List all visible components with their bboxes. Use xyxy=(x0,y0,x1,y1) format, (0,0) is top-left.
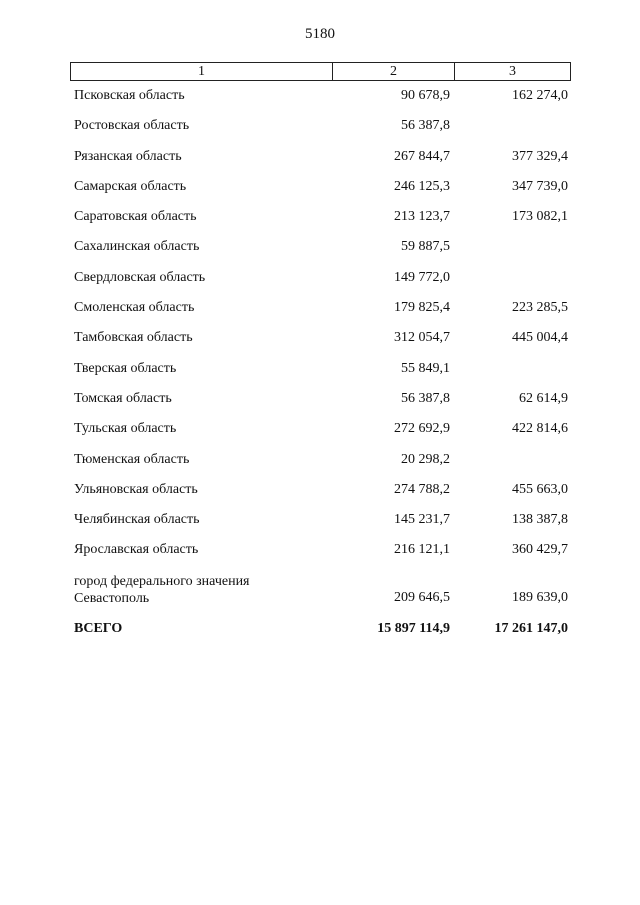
table-row xyxy=(0,452,640,482)
total-value-col-2: 15 897 114,9 xyxy=(377,620,450,636)
table-row xyxy=(0,300,640,330)
value-col-2: 56 387,8 xyxy=(401,118,450,134)
table-header xyxy=(70,62,571,81)
value-col-2: 216 121,1 xyxy=(394,542,450,558)
region-name: Ульяновская область xyxy=(74,481,198,497)
table-row xyxy=(0,391,640,421)
value-col-2: 179 825,4 xyxy=(394,300,450,316)
value-col-2: 145 231,7 xyxy=(394,512,450,528)
value-col-3: 455 663,0 xyxy=(512,481,568,497)
region-name: Рязанская область xyxy=(74,148,182,164)
region-name: Челябинская область xyxy=(74,512,200,528)
table-row xyxy=(0,330,640,360)
table-row xyxy=(0,542,640,572)
region-name: Тюменская область xyxy=(74,451,190,467)
value-col-3: 189 639,0 xyxy=(512,589,568,605)
value-col-3: 62 614,9 xyxy=(519,390,568,406)
value-col-2: 149 772,0 xyxy=(394,269,450,285)
table-body xyxy=(0,88,640,651)
table-row xyxy=(0,512,640,542)
page-number: 5180 xyxy=(305,26,335,42)
value-col-2: 59 887,5 xyxy=(401,239,450,255)
value-col-3: 173 082,1 xyxy=(512,209,568,225)
table-row xyxy=(0,270,640,300)
value-col-2: 209 646,5 xyxy=(394,589,450,605)
region-name-line-2: Севастополь xyxy=(74,590,150,606)
value-col-3: 377 329,4 xyxy=(512,148,568,164)
table-row xyxy=(0,482,640,512)
value-col-2: 312 054,7 xyxy=(394,330,450,346)
value-col-2: 90 678,9 xyxy=(401,88,450,103)
value-col-3: 162 274,0 xyxy=(512,88,568,103)
table-row-total xyxy=(0,621,640,651)
table-row xyxy=(0,239,640,269)
value-col-2: 213 123,7 xyxy=(394,209,450,225)
value-col-2: 246 125,3 xyxy=(394,178,450,194)
region-name: Томская область xyxy=(74,390,172,406)
region-name: Самарская область xyxy=(74,178,187,194)
region-name: Тверская область xyxy=(74,360,177,376)
value-col-2: 20 298,2 xyxy=(401,451,450,467)
table-row xyxy=(0,361,640,391)
value-col-3: 223 285,5 xyxy=(512,300,568,316)
total-value-col-3: 17 261 147,0 xyxy=(494,620,568,636)
table-row xyxy=(0,179,640,209)
table-row xyxy=(0,88,640,118)
value-col-2: 55 849,1 xyxy=(401,360,450,376)
header-col-2: 2 xyxy=(333,63,455,80)
region-name xyxy=(74,573,250,607)
value-col-3: 360 429,7 xyxy=(512,542,568,558)
value-col-3: 422 814,6 xyxy=(512,421,568,437)
region-name: Тамбовская область xyxy=(74,330,193,346)
header-col-3: 3 xyxy=(509,64,516,79)
region-name: Псковская область xyxy=(74,88,185,103)
table-row xyxy=(0,209,640,239)
header-col-1: 1 xyxy=(71,63,333,80)
table-row xyxy=(0,118,640,148)
value-col-2: 272 692,9 xyxy=(394,421,450,437)
region-name: Свердловская область xyxy=(74,269,206,285)
region-name-line-1: город федерального значения xyxy=(74,573,250,589)
table-row xyxy=(0,149,640,179)
total-label: ВСЕГО xyxy=(74,620,123,636)
region-name: Сахалинская область xyxy=(74,239,200,255)
value-col-3: 138 387,8 xyxy=(512,512,568,528)
value-col-2: 274 788,2 xyxy=(394,481,450,497)
value-col-3: 347 739,0 xyxy=(512,178,568,194)
value-col-3: 445 004,4 xyxy=(512,330,568,346)
region-name: Смоленская область xyxy=(74,300,195,316)
table-row-sevastopol xyxy=(0,573,640,621)
region-name: Ярославская область xyxy=(74,542,199,558)
region-name: Саратовская область xyxy=(74,209,197,225)
region-name: Ростовская область xyxy=(74,118,190,134)
value-col-2: 56 387,8 xyxy=(401,390,450,406)
table-row xyxy=(0,421,640,451)
region-name: Тульская область xyxy=(74,421,177,437)
value-col-2: 267 844,7 xyxy=(394,148,450,164)
